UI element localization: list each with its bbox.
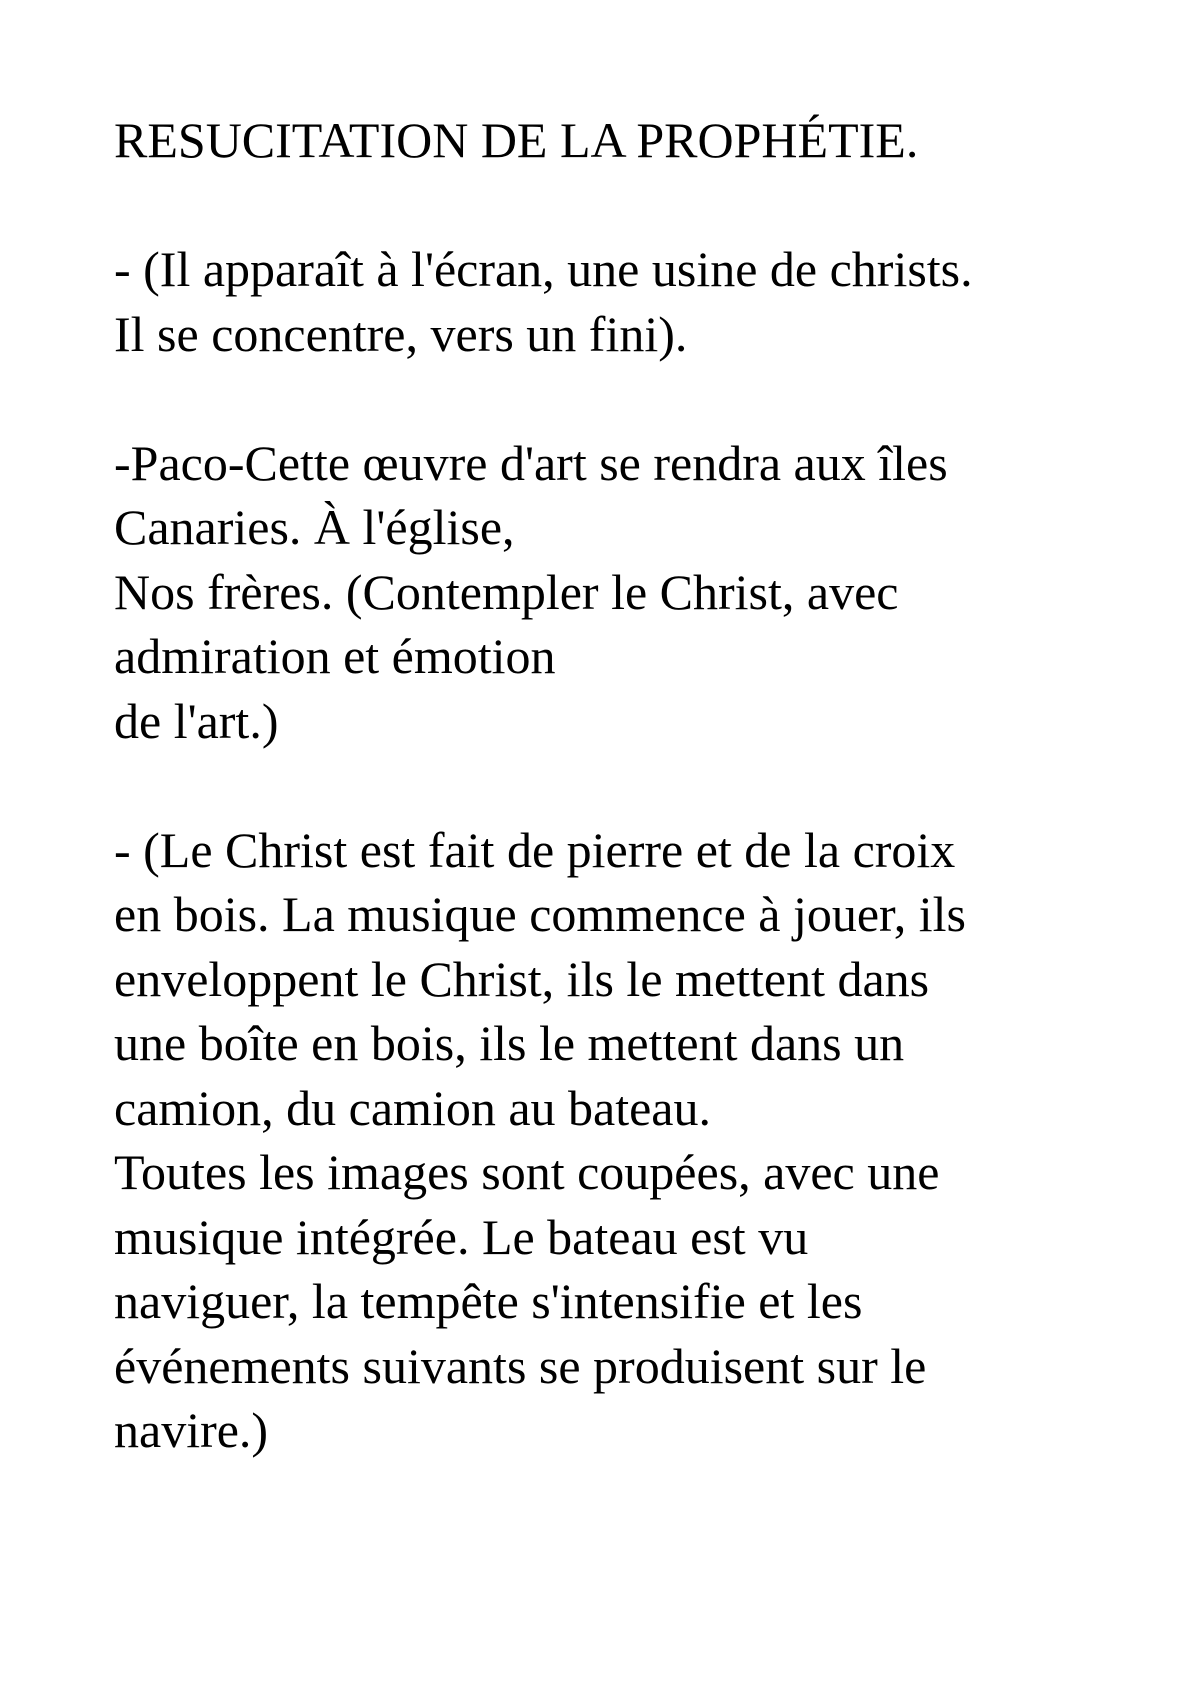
paragraph-spacer [114, 366, 1114, 431]
text-line: - (Il apparaît à l'écran, une usine de christs. [114, 241, 973, 297]
text-line: Canaries. À l'église, [114, 499, 515, 555]
text-line: enveloppent le Christ, ils le mettent dans [114, 950, 930, 1007]
text-line: en bois. La musique commence à jouer, ils [114, 886, 966, 942]
document-body [114, 173, 1114, 1463]
text-line: camion, du camion au bateau. [114, 1079, 711, 1136]
text-line: - (Le Christ est fait de pierre et de la croix [114, 821, 956, 878]
text-line: musique intégrée. Le bateau est vu [114, 1208, 809, 1265]
paragraph-spacer [114, 173, 1114, 238]
text-line: Il se concentre, vers un fini). [114, 305, 688, 362]
text-line: admiration et émotion [114, 628, 556, 684]
document-title: RESUCITATION DE LA PROPHÉTIE. [114, 112, 919, 168]
text-line: événements suivants se produisent sur le [114, 1337, 927, 1394]
document-page [114, 108, 1114, 1463]
text-line: -Paco-Cette œuvre d'art se rendra aux îles [114, 434, 948, 491]
text-line: de l'art.) [114, 692, 279, 749]
text-line: Toutes les images sont coupées, avec une [114, 1144, 940, 1200]
paragraph-spacer [114, 753, 1114, 818]
text-line: Nos frères. (Contempler le Christ, avec [114, 563, 899, 620]
text-line: naviguer, la tempête s'intensifie et les [114, 1273, 863, 1329]
text-line: une boîte en bois, ils le mettent dans un [114, 1015, 905, 1071]
text-line: navire.) [114, 1402, 269, 1458]
